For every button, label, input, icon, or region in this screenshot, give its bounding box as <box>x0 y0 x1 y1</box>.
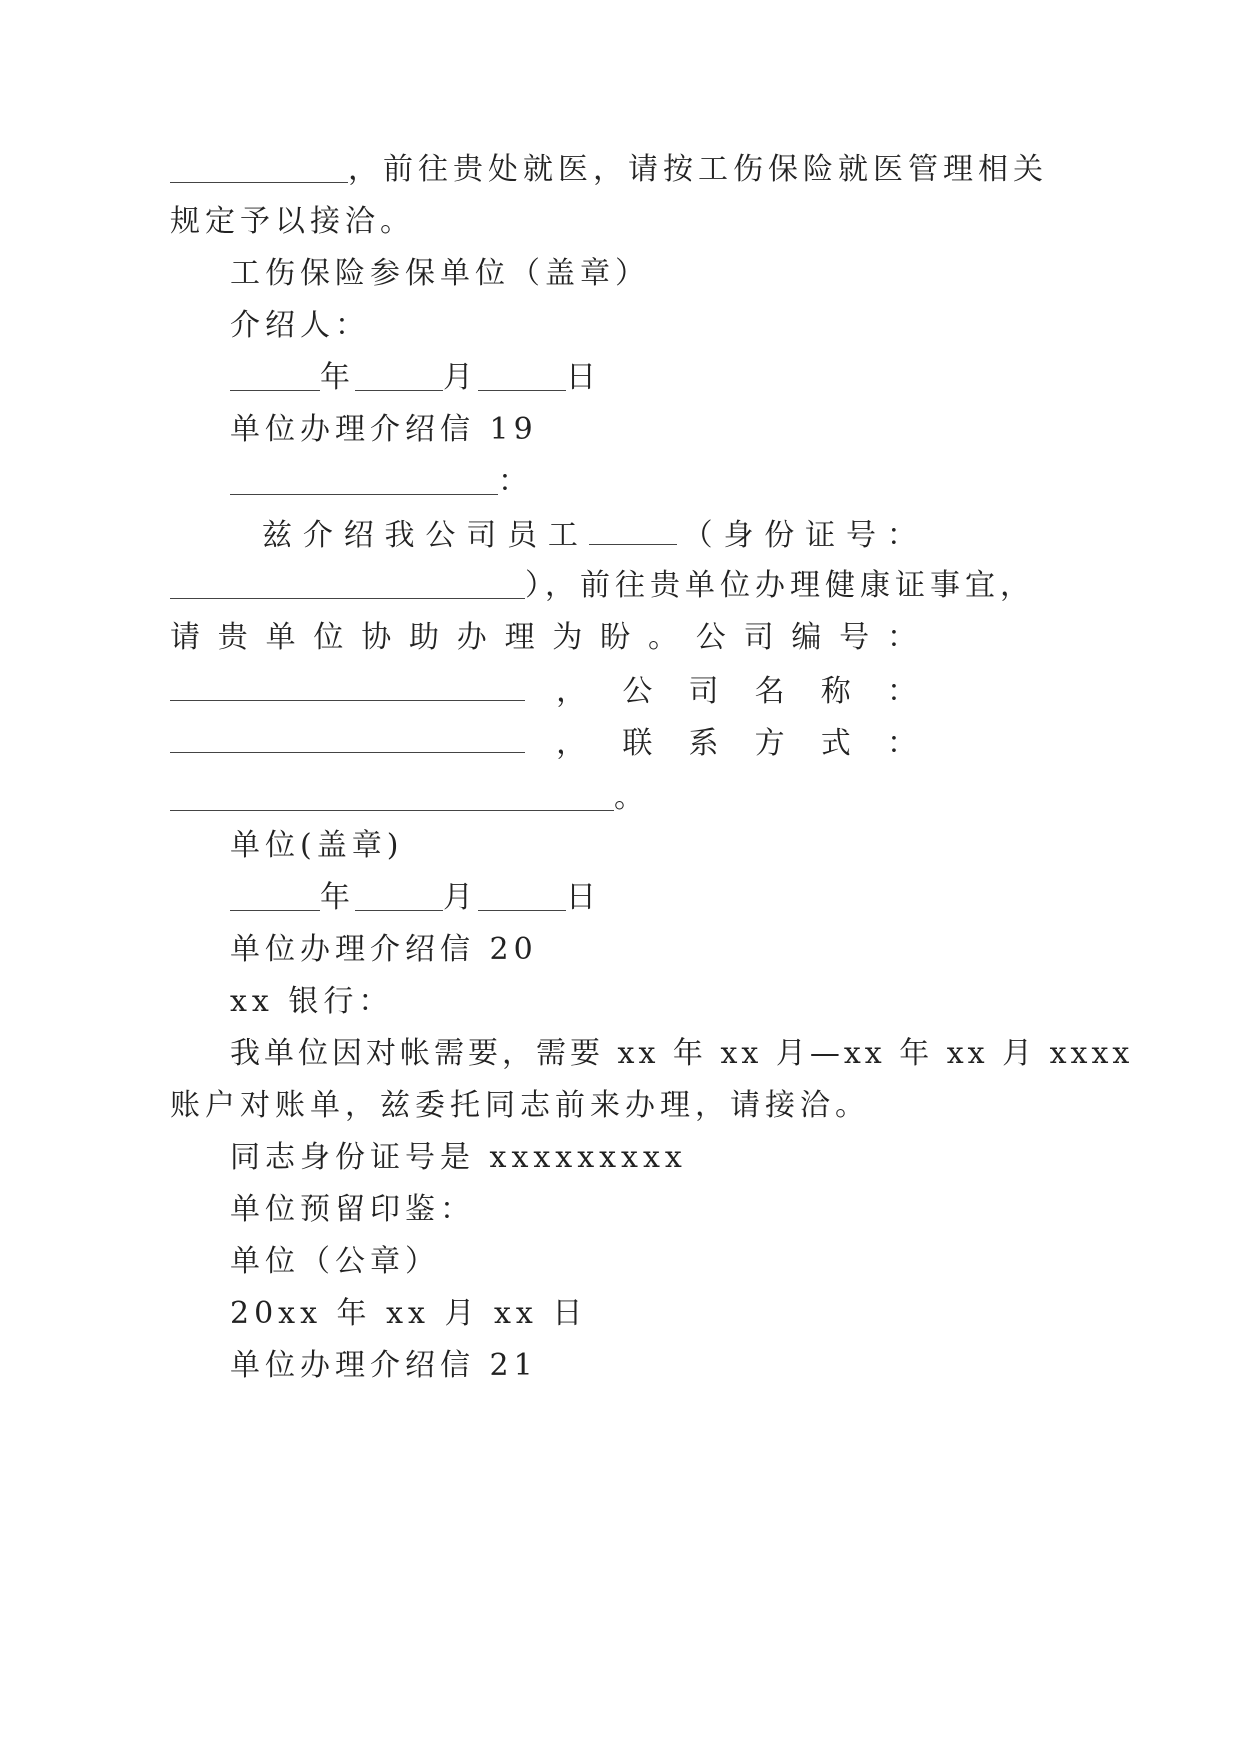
char: 公 <box>622 674 658 709</box>
day-blank <box>478 360 566 391</box>
recipient-blank <box>230 464 498 495</box>
letter18-seal: 工伤保险参保单位（盖章） <box>230 256 650 291</box>
contact-blank <box>170 780 614 811</box>
letter19-body-line2-text: ），前往贵单位办理健康证事宜， <box>525 568 1035 603</box>
char: 司 <box>688 674 724 709</box>
char: 兹 <box>262 518 297 553</box>
letter20-body-line2: 账户对账单，兹委托同志前来办理，请接洽。 <box>170 1088 870 1123</box>
letter19-seal: 单位(盖章) <box>230 828 404 863</box>
char: 编 <box>791 620 827 655</box>
letter21-title: 单位办理介绍信 21 <box>230 1348 538 1383</box>
letter18-line1 <box>170 150 1048 190</box>
letter19-body-line3 <box>170 618 922 658</box>
salutation-colon: ： <box>498 464 533 499</box>
letter18-line1-text: ，前往贵处就医，请按工伤保险就医管理相关 <box>348 152 1048 187</box>
month-label: 月 <box>443 880 478 915</box>
letter19-body-line2 <box>170 566 1035 606</box>
char: 称 <box>820 674 856 709</box>
char: 位 <box>313 620 349 655</box>
letter20-id-line: 同志身份证号是 xxxxxxxxx <box>230 1140 687 1175</box>
char: 司 <box>466 518 502 553</box>
letter19-body-line6 <box>170 778 649 818</box>
employee-name-blank <box>589 514 677 545</box>
day-label: 日 <box>566 880 601 915</box>
letter18-date <box>230 358 601 398</box>
letter20-unit-seal: 单位（公章） <box>230 1244 440 1279</box>
char: 贵 <box>217 620 253 655</box>
char: 理 <box>504 620 540 655</box>
char: ： <box>886 674 922 709</box>
char: 助 <box>408 620 444 655</box>
char: 协 <box>361 620 397 655</box>
letter19-body-line1 <box>262 514 922 556</box>
char: 公 <box>695 620 731 655</box>
letter19-title: 单位办理介绍信 19 <box>230 412 538 447</box>
letter19-salutation <box>230 462 533 502</box>
char: 办 <box>456 620 492 655</box>
char: （ <box>682 518 718 553</box>
day-blank <box>478 880 566 911</box>
char: 。 <box>647 620 683 655</box>
char: 联 <box>622 726 658 761</box>
char: 号 <box>839 620 875 655</box>
char: 名 <box>754 674 790 709</box>
letter19-date <box>230 878 601 918</box>
year-blank <box>230 880 320 911</box>
char: 系 <box>688 726 724 761</box>
letter20-reserved-seal: 单位预留印鉴： <box>230 1192 475 1227</box>
char: ： <box>886 620 922 655</box>
letter20-bank: xx 银行： <box>230 984 394 1019</box>
char: 工 <box>547 518 583 553</box>
char: 方 <box>754 726 790 761</box>
company-number-blank <box>170 670 525 701</box>
month-blank <box>355 880 443 911</box>
char: 号 <box>845 518 881 553</box>
blank-field <box>170 152 348 183</box>
month-label: 月 <box>443 360 478 395</box>
char: 单 <box>265 620 301 655</box>
char: 为 <box>552 620 588 655</box>
char: 绍 <box>343 518 379 553</box>
char: 盼 <box>600 620 636 655</box>
comma: ， <box>556 726 592 761</box>
char: ： <box>886 726 922 761</box>
char: 份 <box>764 518 800 553</box>
char: 司 <box>743 620 779 655</box>
char: 请 <box>170 620 205 655</box>
company-name-blank <box>170 722 525 753</box>
letter18-introducer: 介绍人： <box>230 308 370 343</box>
comma: ， <box>556 674 592 709</box>
char: 介 <box>302 518 338 553</box>
letter18-line2: 规定予以接洽。 <box>170 204 415 239</box>
char: 式 <box>820 726 856 761</box>
letter20-body-line1: 我单位因对帐需要，需要 xx 年 xx 月—xx 年 xx 月 xxxx <box>230 1036 1134 1071</box>
char: 证 <box>805 518 841 553</box>
letter20-date: 20xx 年 xx 月 xx 日 <box>230 1296 588 1331</box>
year-label: 年 <box>320 360 355 395</box>
char: 我 <box>384 518 420 553</box>
char: 员 <box>507 518 543 553</box>
letter19-body-line5 <box>170 722 922 764</box>
day-label: 日 <box>566 360 601 395</box>
letter19-body-line4 <box>170 670 922 712</box>
year-blank <box>230 360 320 391</box>
char: 公 <box>425 518 461 553</box>
year-label: 年 <box>320 880 355 915</box>
letter20-title: 单位办理介绍信 20 <box>230 932 538 967</box>
char: ： <box>886 518 922 553</box>
char: 身 <box>723 518 759 553</box>
period: 。 <box>614 780 649 815</box>
id-number-blank <box>170 568 525 599</box>
month-blank <box>355 360 443 391</box>
